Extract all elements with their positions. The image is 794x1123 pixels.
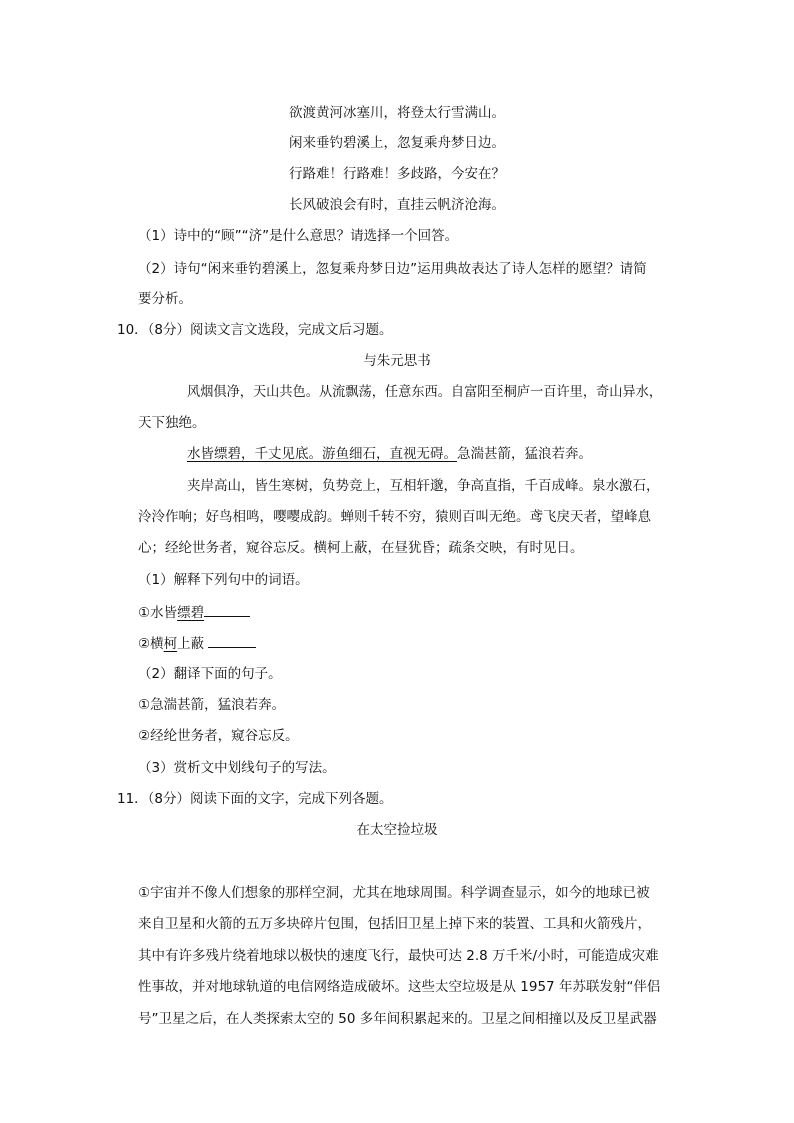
q11-para1-line1: ①宇宙并不像人们想象的那样空洞，尤其在地球周围。科学调查显示，如今的地球已被 (138, 885, 650, 901)
q10-sub2: （2）翻译下面的句子。 (138, 666, 282, 682)
q10-para1-line2: 天下独绝。 (138, 415, 206, 431)
poem-line-3: 行路难！行路难！多歧路，今安在？ (289, 166, 505, 182)
q11-para1-line5: 号”卫星之后，在人类探索太空的 50 多年间积累起来的。卫星之间相撞以及反卫星武器 (138, 1011, 657, 1027)
poem-line-1: 欲渡黄河冰塞川，将登太行雪满山。 (289, 105, 505, 121)
q10-para1-line1: 风烟俱净，天山共色。从流飘荡，任意东西。自富阳至桐庐一百许里，奇山异水， (187, 384, 663, 400)
q10-sub1-item2-suffix: 上蔽 (177, 636, 205, 652)
q10-para3-line3: 心；经纶世务者，窥谷忘反。横柯上蔽，在昼犹昏；疏条交映，有时见日。 (138, 540, 584, 556)
q10-sub1-item1-prefix: ①水皆 (138, 605, 178, 621)
q11-para1-line2: 来自卫星和火箭的五万多块碎片包围，包括旧卫星上掉下来的装置、工具和火箭残片， (138, 916, 651, 932)
q10-sub2-item1: ①急湍甚箭，猛浪若奔。 (138, 697, 286, 713)
q10-para3-line2: 泠泠作响；好鸟相鸣，嘤嘤成韵。蝉则千转不穷，猿则百叫无绝。鸢飞戾天者，望峰息 (138, 509, 651, 525)
poem-line-2: 闲来垂钓碧溪上，忽复乘舟梦日边。 (289, 135, 505, 151)
q11-para1-line3: 其中有许多残片绕着地球以极快的速度飞行，最快可达 2.8 万千米/小时，可能造成灾难 (138, 948, 659, 964)
q11-para1-line4: 性事故，并对地球轨道的电信网络造成破坏。这些太空垃圾是从 1957 年苏联发射“伴侣 (138, 979, 661, 995)
q10-sub1-item2-prefix: ②横 (138, 636, 164, 652)
q10-sub1: （1）解释下列句中的词语。 (138, 572, 309, 588)
q10-header: 10．（8分）阅读文言文选段，完成文后习题。 (117, 322, 393, 338)
q10-sub3: （3）赏析文中划线句子的写法。 (138, 760, 336, 776)
q9-sub2-line1: （2）诗句“闲来垂钓碧溪上，忽复乘舟梦日边”运用典故表达了诗人怎样的愿望？请简 (138, 261, 647, 277)
q10-para2 (187, 444, 592, 464)
q10-para2-rest: 急湍甚箭，猛浪若奔。 (457, 446, 592, 462)
q9-sub1: （1）诗中的“顾”“济”是什么意思？请选择一个回答。 (138, 228, 459, 244)
q10-underlined-sentence: 水皆缥碧，千丈见底。游鱼细石，直视无碍。 (187, 446, 457, 462)
q11-header: 11．（8分）阅读下面的文字，完成下列各题。 (117, 791, 393, 807)
q10-para3-line1: 夹岸高山，皆生寒树，负势竞上，互相轩邈，争高直指，千百成峰。泉水激石， (187, 478, 660, 494)
q10-sub1-item1 (138, 601, 250, 621)
q10-sub1-item2 (138, 632, 256, 652)
q11-title: 在太空捡垃圾 (356, 822, 438, 838)
q10-sub2-item2: ②经纶世务者，窥谷忘反。 (138, 728, 299, 744)
q10-title: 与朱元思书 (363, 353, 431, 369)
q9-sub2-line2: 要分析。 (138, 291, 192, 307)
answer-blank-1[interactable] (204, 601, 250, 617)
poem-line-4: 长风破浪会有时，直挂云帆济沧海。 (289, 197, 505, 213)
answer-blank-2[interactable] (208, 632, 256, 648)
q10-sub1-item1-word: 缥碧 (177, 605, 205, 621)
q10-sub1-item2-word: 柯 (163, 636, 178, 652)
